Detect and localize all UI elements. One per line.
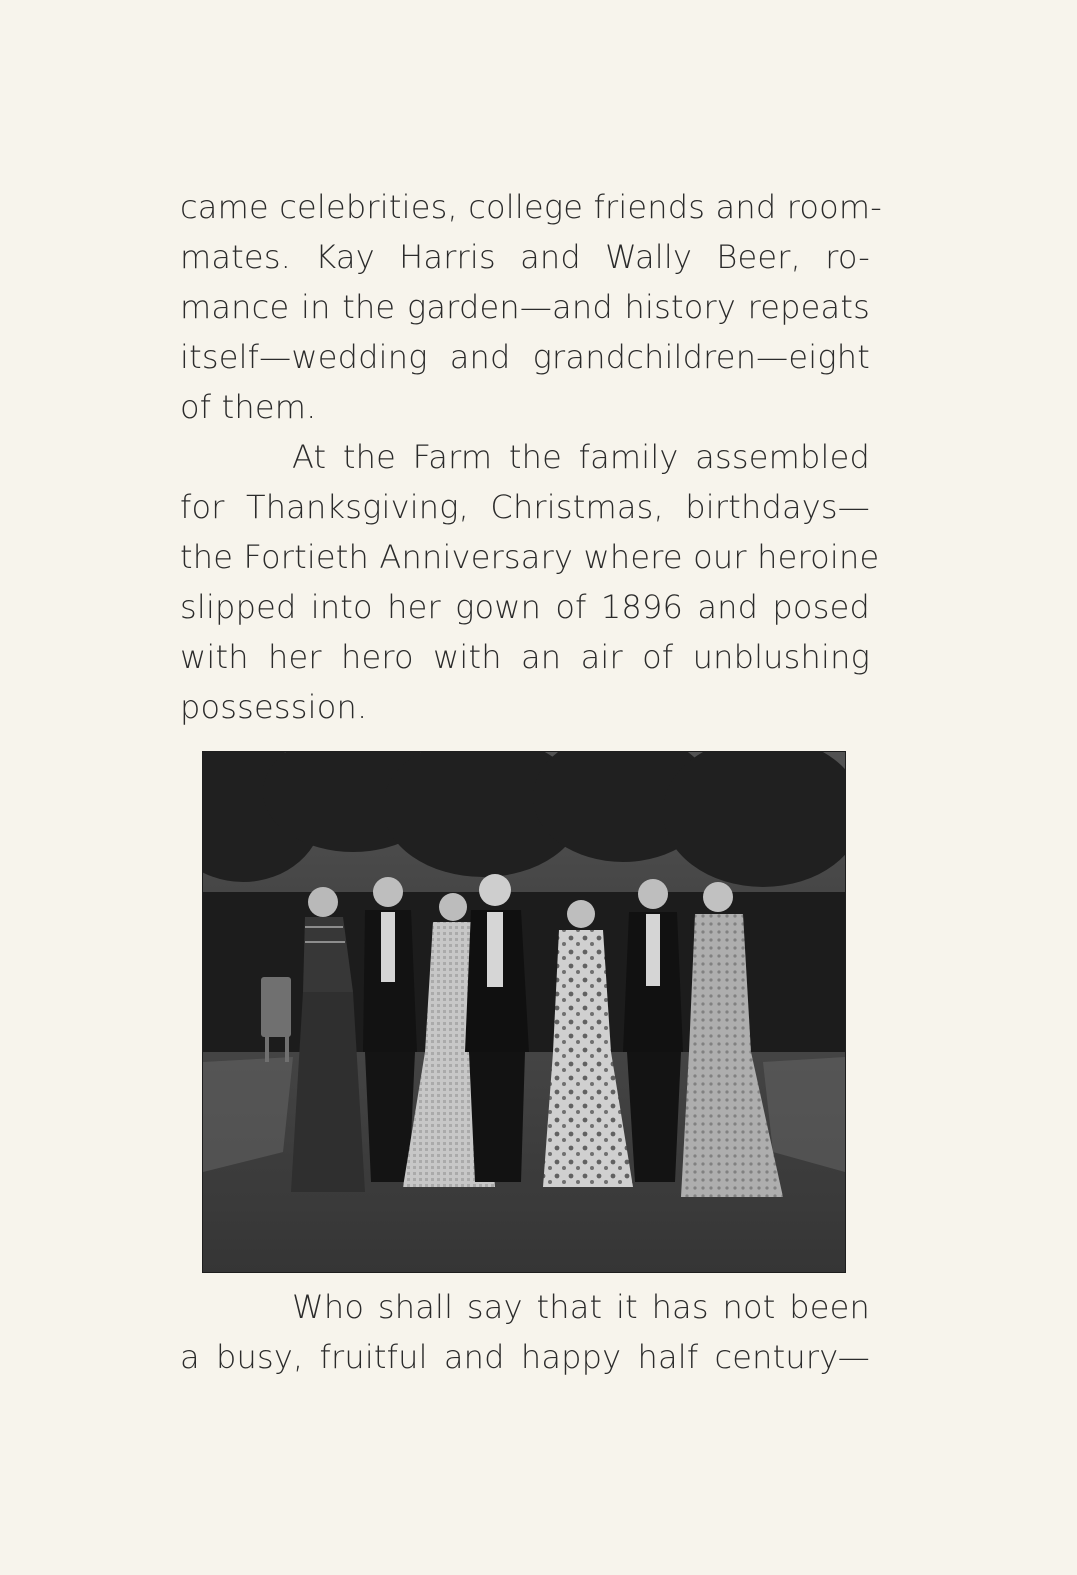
paragraph-2 [180, 432, 880, 732]
text-line: slipped into her gown of 1896 and posed [180, 588, 870, 626]
photo-illustration [203, 752, 845, 1272]
grain-overlay [203, 752, 845, 1272]
family-group-photo [202, 751, 846, 1273]
text-line: mates. Kay Harris and Wally Beer, ro- [180, 238, 870, 276]
text-line: a busy, fruitful and happy half century— [180, 1338, 870, 1376]
text-line: mance in the garden—and history repeats [180, 288, 870, 326]
text-line: itself—wedding and grandchildren—eight [180, 338, 870, 376]
paragraph-3 [180, 1282, 870, 1382]
text-line: possession. [180, 688, 368, 726]
text-line: At the Farm the family assembled [292, 438, 870, 476]
text-line: Who shall say that it has not been [292, 1288, 870, 1326]
text-line: for Thanksgiving, Christmas, birthdays— [180, 488, 870, 526]
paragraph-1 [180, 182, 883, 432]
text-line: the Fortieth Anniversary where our heroine [180, 538, 880, 576]
text-line: came celebrities, college friends and room- [180, 188, 883, 226]
text-line: with her hero with an air of unblushing [180, 638, 870, 676]
text-line: of them. [180, 388, 317, 426]
